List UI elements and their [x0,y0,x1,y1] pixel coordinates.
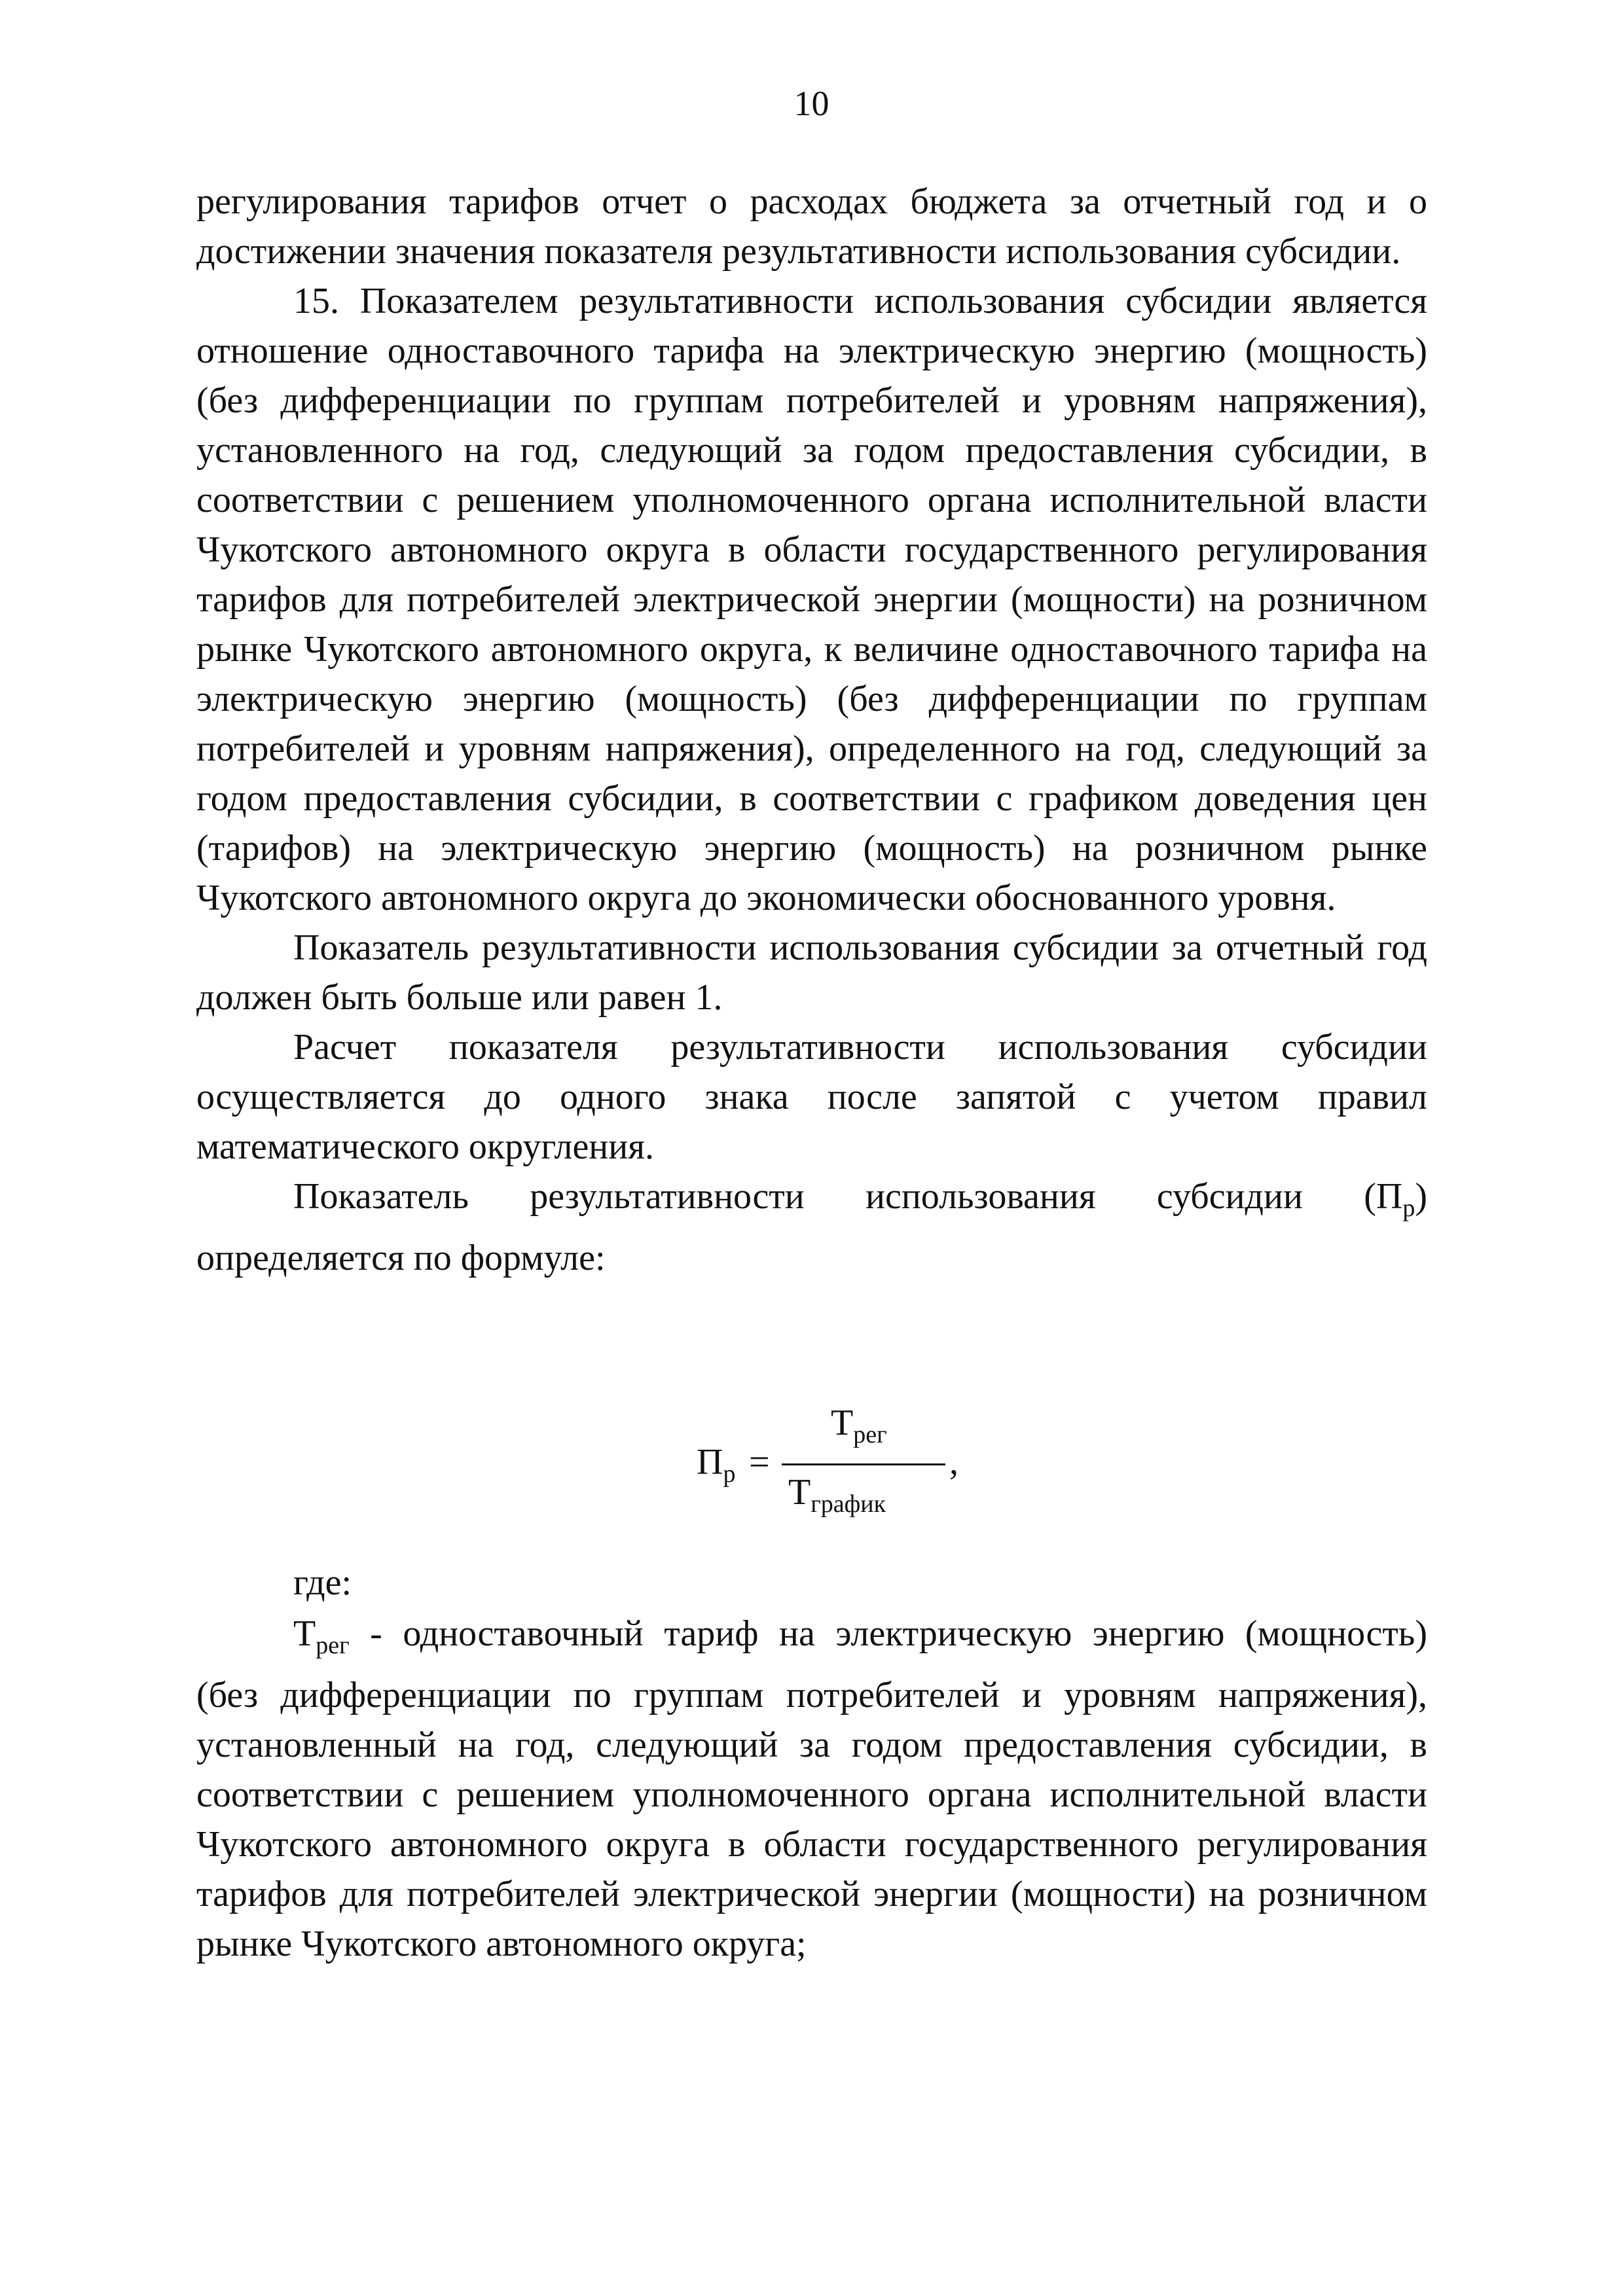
formula-denominator: $Т_{график}$ [788,1472,886,1518]
formula-numerator: $Т_{рег}$ [831,1403,887,1449]
paragraph-rounding: Расчет показателя результативности использования субсидии осуществляется до одного знака после запятой с учетом правил математического округления. [196,1027,1427,1167]
paragraph-threshold: Показатель результативности использования субсидии за отчетный год должен быть больше или равен 1. [196,927,1427,1018]
document-body-top [196,177,1427,1283]
fraction-line [782,1463,945,1465]
formula-lhs: $П_р$ [697,1442,736,1488]
document-body-bottom [196,1609,1427,1969]
paragraph-item-15: 15. Показателем результативности использования субсидии является отношение одноставочного тарифа на электрическую энергию (мощность) (без дифференциации по группам потребителей и уровням напряжения), установленного на год, следующий за годом предоставления субсидии, в соответствии с решением уполномоченного органа исполнительной власти Чукотского автономного округа в области государственного регулирования тарифов для потребителей электрической энергии (мощности) на розничном рынке Чукотского автономного округа, к величине одноставочного тарифа на электрическую энергию (мощность) (без дифференциации по группам потребителей и уровням напряжения), определенного на год, следующий за годом предоставления субсидии, в соответствии с графиком доведения цен (тарифов) на электрическую энергию (мощность) на розничном рынке Чукотского автономного округа до экономически обоснованного уровня. [196,281,1427,918]
paragraph-continuation: регулирования тарифов отчет о расходах бюджета за отчетный год и о достижении значения показателя результативности использования субсидии. [196,181,1427,272]
definition-first-line: $Т_{рег}$ - одноставочный тариф на электрическую энергию (мощность) [293,1613,1427,1660]
where-label: где: [293,1562,352,1603]
formula-equals: = [749,1442,770,1482]
page-number: 10 [793,84,830,123]
definition-text: (без дифференциации по группам потребителей и уровням напряжения), установленный на год, следующий за годом предоставления субсидии, в соответствии с решением уполномоченного органа исполнительной власти Чукотского автономного округа в области государственного регулирования тарифов для потребителей электрической энергии (мощности) на розничном рынке Чукотского автономного округа; [196,1675,1427,1965]
formula [697,1394,972,1525]
paragraph-formula-intro: Показатель результативности использования субсидии $(П_р)$ [293,1176,1427,1223]
formula-comma: , [949,1442,958,1482]
paragraph-formula-intro-end: определяется по формуле: [196,1238,606,1279]
